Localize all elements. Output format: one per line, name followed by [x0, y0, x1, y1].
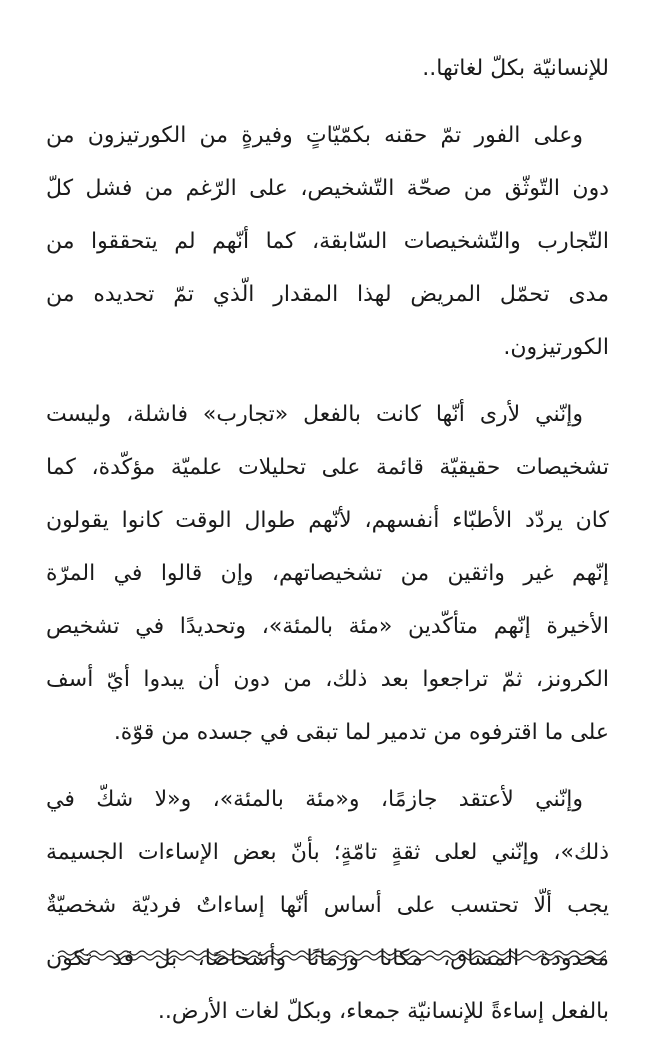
text-line: على ما اقترفوه من تدمير لما تبقى في جسده من قوّة.: [113, 720, 609, 745]
paragraph-4: [46, 773, 609, 1038]
wavy-divider: [58, 948, 606, 962]
text-line: مدى تحمّل المريض لهذا المقدار الّذي تمّ تحديده من: [46, 282, 609, 307]
text-line: الأخيرة إنّهم متأكّدين «مئة بالمئة»، وتحديدًا في تشخيص: [46, 614, 609, 639]
text-line: وعلى الفور تمّ حقنه بكمّيّاتٍ وفيرةٍ من الكورتيزون من: [46, 123, 583, 148]
text-line: يجب ألّا تحتسب على أساس أنّها إساءاتٌ فرديّة شخصيّةٌ: [46, 893, 609, 918]
text-line: بالفعل إساءةً للإنسانيّة جمعاء، وبكلّ لغات الأرض..: [157, 999, 609, 1024]
paragraph-1: [46, 42, 609, 95]
text-line: وإنّني لأعتقد جازمًا، و«مئة بالمئة»، و«لا شكّ في: [46, 787, 583, 812]
paragraph-2: [46, 109, 609, 374]
text-line: تشخيصات حقيقيّة قائمة على تحليلات علميّة مؤكّدة، كما: [46, 455, 609, 480]
page-body: [46, 42, 609, 1052]
text-line: الكرونز، ثمّ تراجعوا بعد ذلك، من دون أن يبدوا أيّ أسف: [46, 667, 609, 692]
text-line: إنّهم غير واثقين من تشخيصاتهم، وإن قالوا في المرّة: [46, 561, 609, 586]
text-line: الكورتيزون.: [503, 335, 609, 360]
paragraph-3: [46, 388, 609, 759]
text-line: التّجارب والتّشخيصات السّابقة، كما أنّهم لم يتحققوا من: [46, 229, 609, 254]
text-line: كان يردّد الأطبّاء أنفسهم، لأنّهم طوال الوقت كانوا يقولون: [46, 508, 609, 533]
text-line: ذلك»، وإنّني لعلى ثقةٍ تامّةٍ؛ بأنّ بعض الإساءات الجسيمة: [46, 840, 609, 865]
text-line: محدودة المساق، مكانا وزمانًا وأشخاصًا، بل قد تكون: [46, 946, 609, 971]
text-line: دون التّوثّق من صحّة التّشخيص، على الرّغم من فشل كلّ: [46, 176, 609, 201]
text-line: وإنّني لأرى أنّها كانت بالفعل «تجارب» فاشلة، وليست: [46, 402, 583, 427]
text-line: للإنسانيّة بكلّ لغاتها..: [422, 56, 609, 81]
